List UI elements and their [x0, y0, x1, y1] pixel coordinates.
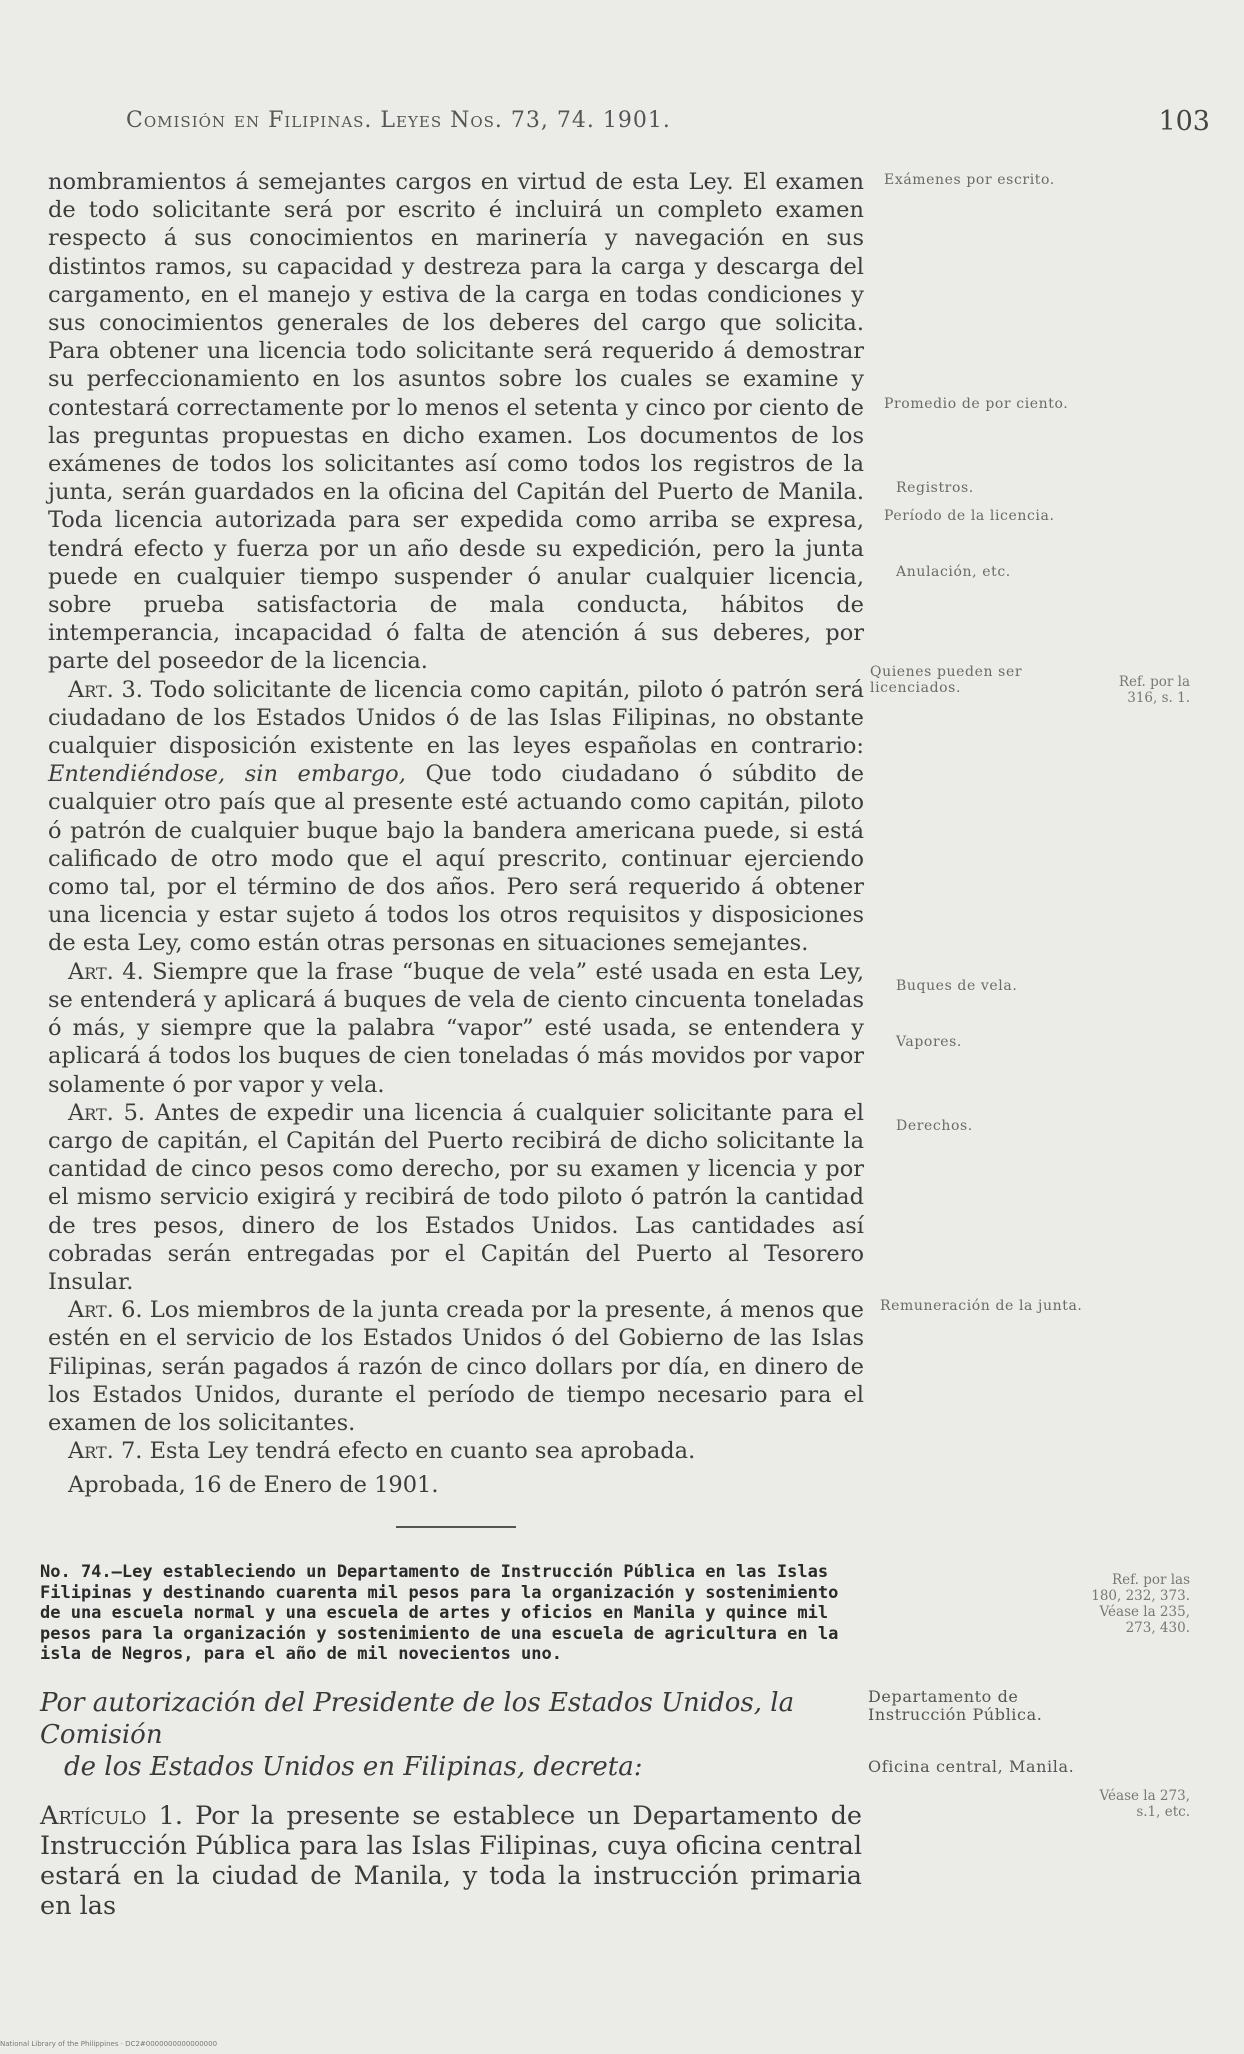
cross-reference: Ref. por la 316, s. 1. [1118, 674, 1190, 706]
enacting-clause-line: Por autorización del Presidente de los Estados Unidos, la Comisión [40, 1687, 795, 1750]
article-3 [48, 676, 864, 958]
running-title: Comisión en Filipinas. Leyes Nos. 73, 74. 1901. [126, 108, 671, 133]
article-label: Art. 3. [68, 676, 143, 703]
article-4 [48, 958, 864, 1099]
article-italic-text: Entendiéndose, sin embargo, [48, 761, 406, 788]
article-text: Siempre que la frase “buque de vela” esté usada en esta Ley, se entenderá y aplicará á buques de vela de ciento cincuenta toneladas ó más, y siempre que la palabra “vapor” esté usada, se entendera y aplicará á todos los buques de cien toneladas ó más movidos por vapor solamente ó por vapor y vela. [48, 958, 864, 1098]
enacting-clause [40, 1687, 862, 1783]
page-number: 103 [1158, 106, 1210, 137]
margin-note: Vapores. [896, 1034, 962, 1050]
margin-note: Exámenes por escrito. [884, 172, 1055, 188]
law-number: No. 74. [40, 1562, 112, 1582]
margin-note: Quienes pueden ser licenciados. [870, 664, 1023, 696]
cross-reference: Ref. por las 180, 232, 373. Véase la 235, 273, 430. [1091, 1572, 1190, 1636]
article-label: Art. 5. [68, 1099, 146, 1126]
article-label: Art. 4. [68, 958, 144, 985]
margin-note: Departamento de Instrucción Pública. [868, 1687, 1043, 1724]
margin-note: Derechos. [896, 1118, 973, 1134]
margin-note: Período de la licencia. [884, 508, 1055, 524]
scan-footer: National Library of the Philippines · DC2#0000000000000000 [0, 2040, 218, 2048]
article-text: Los miembros de la junta creada por la presente, á menos que estén en el servicio de los Estados Unidos ó del Gobierno de las Islas Filipinas, serán pagados á razón de cinco dollars por día, en dinero de los Estados Unidos, durante el período de tiempo necesario para el examen de los solicitantes. [48, 1297, 864, 1436]
article-text: Que todo ciudadano ó súbdito de cualquier otro país que al presente esté actuando como capitán, piloto ó patrón de cualquier buque bajo la bandera americana puede, si está calificado de otro modo que el aquí prescrito, continuar ejerciendo como tal, por el término de dos años. Pero será requerido á obtener una licencia y estar sujeto á todos los otros requisitos y disposiciones de esta Ley, como están otras personas en situaciones semejantes. [48, 761, 865, 957]
section-divider [396, 1526, 516, 1528]
margin-note: Anulación, etc. [896, 564, 1011, 580]
margin-note: Remuneración de la junta. [880, 1298, 1083, 1314]
article-7 [48, 1437, 864, 1465]
law-74-section [40, 1562, 862, 1921]
margin-note: Oficina central, Manila. [868, 1757, 1075, 1776]
article-label: Artículo 1. [40, 1800, 183, 1831]
law-title [40, 1562, 862, 1665]
cross-reference: Véase la 273, s.1, etc. [1099, 1788, 1190, 1820]
approval-date: Aprobada, 16 de Enero de 1901. [68, 1472, 439, 1499]
paragraph: nombramientos á semejantes cargos en virtud de esta Ley. El examen de todo solicitante será por escrito é incluirá un completo examen respecto á sus conocimientos en marinería y navegación en sus distintos ramos, su capacidad y destreza para la carga y descarga del cargamento, en el manejo y estiva de la carga en todas condiciones y sus conocimientos generales de los deberes del cargo que solicita. Para obtener una licencia todo solicitante será requerido á demostrar su perfeccionamiento en los asuntos sobre los cuales se examine y contestará correctamente por lo menos el setenta y cinco por ciento de las preguntas propuestas en dicho examen. Los documentos de los exámenes de todos los solicitantes así como todos los registros de la junta, serán guardados en la oficina del Capitán del Puerto de Manila. Toda licencia autorizada para ser expedida como arriba se expresa, tendrá efecto y fuerza por un año desde su expedición, pero la junta puede en cualquier tiempo suspender ó anular cualquier licencia, sobre prueba satisfactoria de mala conducta, hábitos de intemperancia, incapacidad ó falta de atención á sus deberes, por parte del poseedor de la licencia. [48, 169, 864, 675]
law-title-text: —Ley estableciendo un Departamento de Instrucción Pública en las Islas Filipinas y destinando cuarenta mil pesos para la organización y sostenimiento de una escuela normal y una escuela de artes y oficios en Manila y quince mil pesos para la organización y sostenimiento de una escuela de agricultura en la isla de Negros, para el año de mil novecientos uno. [40, 1562, 839, 1664]
margin-note: Buques de vela. [896, 978, 1018, 994]
article-label: Art. 7. [68, 1438, 143, 1465]
main-text [48, 168, 864, 1528]
article-6 [48, 1296, 864, 1437]
margin-note: Registros. [896, 480, 974, 496]
running-header [120, 108, 1210, 148]
article-label: Art. 6. [68, 1297, 143, 1324]
article-text: Antes de expedir una licencia á cualquier solicitante para el cargo de capitán, el Capitán del Puerto recibirá de dicho solicitante la cantidad de cinco pesos como derecho, por su examen y licencia y por el mismo servicio exigirá y recibirá de todo piloto ó patrón la cantidad de tres pesos, dinero de los Estados Unidos. Las cantidades así cobradas serán entregadas por el Capitán del Puerto al Tesorero Insular. [48, 1099, 864, 1295]
enacting-clause-line: de los Estados Unidos en Filipinas, decreta: [64, 1751, 643, 1782]
article-text: Todo solicitante de licencia como capitán, piloto ó patrón será ciudadano de los Estados Unidos ó de las Islas Filipinas, no obstante cualquier disposición existente en las leyes españolas en contrario: [48, 676, 865, 760]
article-text: Esta Ley tendrá efecto en cuanto sea aprobada. [149, 1438, 696, 1465]
margin-note: Promedio de por ciento. [884, 396, 1069, 412]
article-1 [40, 1801, 862, 1921]
article-text: Por la presente se establece un Departamento de Instrucción Pública para las Islas Filipinas, cuya oficina central estará en la ciudad de Manila, y toda la instrucción primaria en las [40, 1800, 862, 1921]
article-5 [48, 1099, 864, 1296]
